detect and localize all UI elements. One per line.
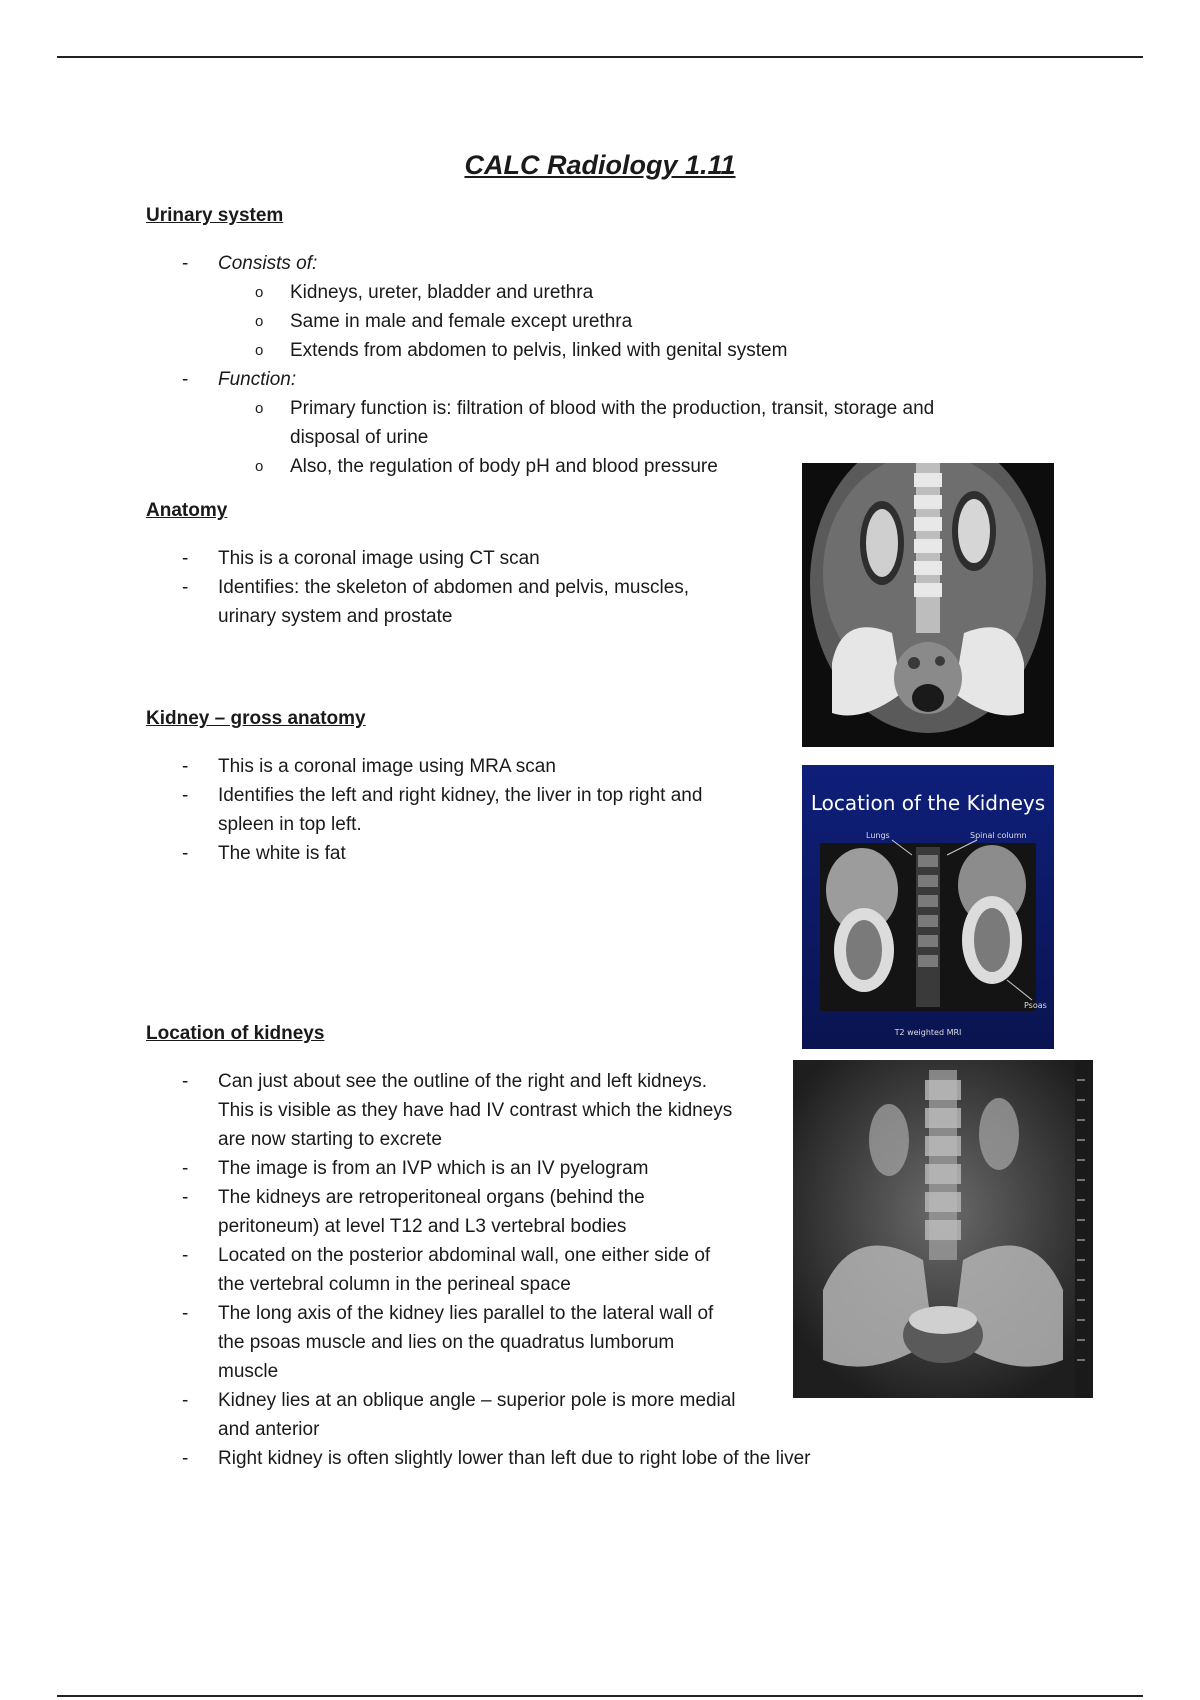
list-item: [146, 1241, 811, 1270]
anatomy-list: [146, 544, 689, 631]
list-item-continued: [146, 1415, 811, 1444]
circle-bullet: o: [255, 313, 264, 330]
location-item: the vertebral column in the perineal space: [218, 1274, 571, 1295]
footer-rule: [57, 1695, 1143, 1697]
dash-bullet: -: [182, 1448, 189, 1469]
location-item: and anterior: [218, 1419, 320, 1440]
anatomy-item: urinary system and prostate: [218, 606, 453, 627]
location-item: This is visible as they have had IV contrast which the kidneys: [218, 1100, 733, 1121]
section-heading-anatomy: Anatomy: [146, 500, 228, 521]
location-item: Kidney lies at an oblique angle – superior pole is more medial: [218, 1390, 736, 1411]
list-item-continued: [146, 1212, 811, 1241]
location-item: the psoas muscle and lies on the quadratus lumborum: [218, 1332, 675, 1353]
dash-bullet: -: [182, 785, 189, 806]
dash-bullet: -: [182, 253, 189, 274]
anatomy-item: Identifies: the skeleton of abdomen and pelvis, muscles,: [218, 577, 690, 598]
circle-bullet: o: [255, 284, 264, 301]
anatomy-item: This is a coronal image using CT scan: [218, 548, 540, 569]
list-item: [146, 839, 702, 868]
consists-item: Kidneys, ureter, bladder and urethra: [290, 282, 594, 303]
function-label: Function:: [218, 369, 297, 390]
list-item-continued: [146, 602, 689, 631]
list-item-continued: [146, 1096, 811, 1125]
dash-bullet: -: [182, 1158, 189, 1179]
location-item: muscle: [218, 1361, 279, 1382]
section-heading-urinary: Urinary system: [146, 205, 284, 226]
location-list: [146, 1067, 811, 1473]
location-item: Located on the posterior abdominal wall, one either side of: [218, 1245, 711, 1266]
list-item: [146, 365, 934, 394]
list-item: [146, 1183, 811, 1212]
list-item-continued: [146, 1357, 811, 1386]
mra-coronal-image: [802, 765, 1054, 1049]
sub-list-item: [146, 307, 934, 336]
circle-bullet: o: [255, 400, 264, 417]
kidney-gross-item: This is a coronal image using MRA scan: [218, 756, 556, 777]
section-heading-location: Location of kidneys: [146, 1023, 325, 1044]
page-title: CALC Radiology 1.11: [464, 150, 736, 180]
sub-list-item: [146, 278, 934, 307]
list-item: [146, 1299, 811, 1328]
list-item: [146, 544, 689, 573]
dash-bullet: -: [182, 843, 189, 864]
list-item: [146, 249, 934, 278]
mra-label-lungs: Lungs: [866, 831, 890, 840]
circle-bullet: o: [255, 458, 264, 475]
sub-list-item-continued: [146, 423, 934, 452]
location-item: Right kidney is often slightly lower than left due to right lobe of the liver: [218, 1448, 811, 1469]
dash-bullet: -: [182, 1071, 189, 1092]
kidney-gross-item: The white is fat: [218, 843, 346, 864]
header-rule: [57, 56, 1143, 58]
consists-item: Extends from abdomen to pelvis, linked with genital system: [290, 340, 788, 361]
section-heading-kidney-gross: Kidney – gross anatomy: [146, 708, 366, 729]
list-item-continued: [146, 1270, 811, 1299]
dash-bullet: -: [182, 1303, 189, 1324]
list-item: [146, 1154, 811, 1183]
function-item: Primary function is: filtration of blood with the production, transit, storage and: [290, 398, 935, 419]
function-item: disposal of urine: [290, 427, 429, 448]
dash-bullet: -: [182, 756, 189, 777]
list-item: [146, 1067, 811, 1096]
dash-bullet: -: [182, 548, 189, 569]
list-item: [146, 781, 702, 810]
kidney-gross-list: [146, 752, 702, 868]
location-item: The long axis of the kidney lies parallel to the lateral wall of: [218, 1303, 714, 1324]
list-item: [146, 1444, 811, 1473]
list-item: [146, 573, 689, 602]
dash-bullet: -: [182, 1390, 189, 1411]
consists-label: Consists of:: [218, 253, 318, 274]
sub-list-item: [146, 394, 934, 423]
dash-bullet: -: [182, 1245, 189, 1266]
dash-bullet: -: [182, 1187, 189, 1208]
mra-image-title: Location of the Kidneys: [810, 791, 1046, 815]
list-item-continued: [146, 1328, 811, 1357]
kidney-gross-item: Identifies the left and right kidney, the liver in top right and: [218, 785, 703, 806]
list-item-continued: [146, 810, 702, 839]
dash-bullet: -: [182, 577, 189, 598]
mra-label-psoas: Psoas: [1024, 1001, 1047, 1010]
dash-bullet: -: [182, 369, 189, 390]
function-item: Also, the regulation of body pH and blood pressure: [290, 456, 718, 477]
location-item: are now starting to excrete: [218, 1129, 442, 1150]
ivp-xray-image: [793, 1060, 1093, 1398]
location-item: Can just about see the outline of the right and left kidneys.: [218, 1071, 708, 1092]
circle-bullet: o: [255, 342, 264, 359]
consists-item: Same in male and female except urethra: [290, 311, 633, 332]
location-item: peritoneum) at level T12 and L3 vertebral bodies: [218, 1216, 627, 1237]
sub-list-item: [146, 336, 934, 365]
location-item: The kidneys are retroperitoneal organs (behind the: [218, 1187, 645, 1208]
kidney-gross-item: spleen in top left.: [218, 814, 362, 835]
urinary-list: [146, 249, 934, 481]
list-item-continued: [146, 1125, 811, 1154]
location-item: The image is from an IVP which is an IV pyelogram: [218, 1158, 649, 1179]
mra-label-spinal: Spinal column: [970, 831, 1027, 840]
mra-caption: T2 weighted MRI: [894, 1028, 962, 1037]
ct-coronal-image: [802, 463, 1054, 747]
list-item: [146, 752, 702, 781]
list-item: [146, 1386, 811, 1415]
